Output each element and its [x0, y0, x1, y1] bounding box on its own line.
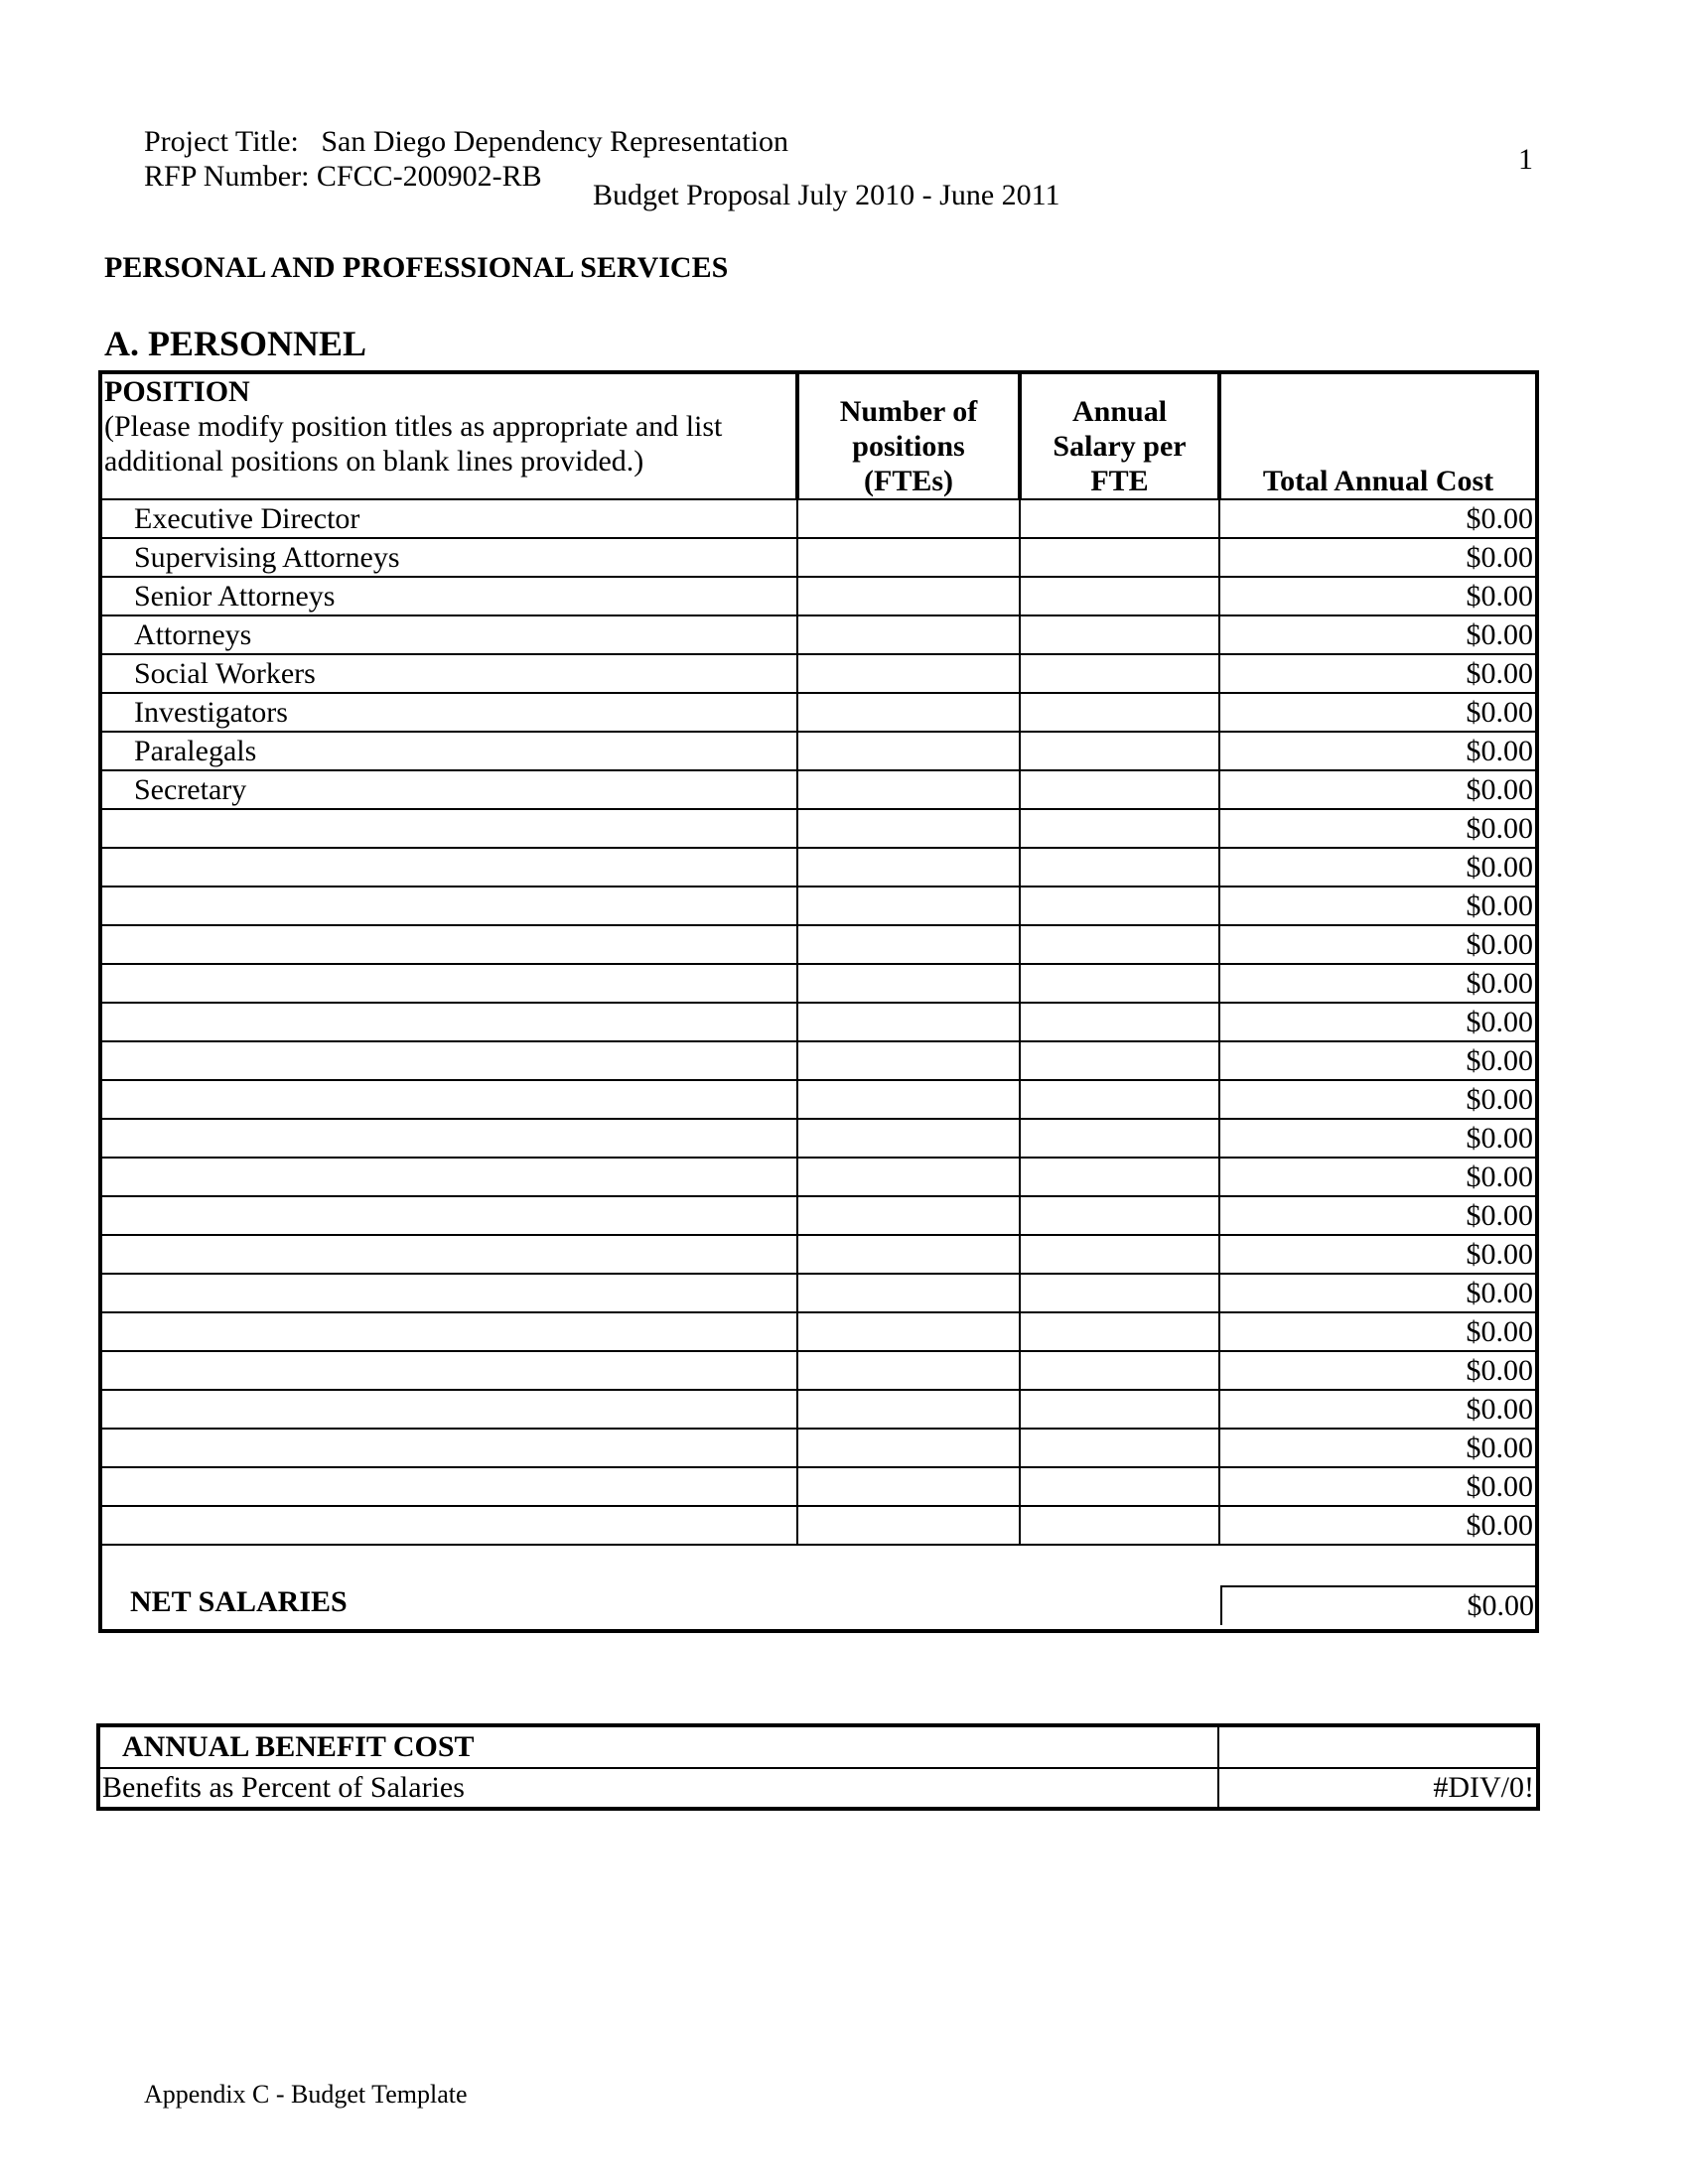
personnel-row: [102, 1080, 1535, 1119]
ftes-cell[interactable]: [797, 848, 1020, 887]
position-cell[interactable]: [102, 1351, 797, 1390]
total-cost-cell[interactable]: $0.00: [1219, 654, 1535, 693]
ftes-header-line3: (FTEs): [864, 465, 953, 497]
position-header-note: (Please modify position titles as appropriate and list additional positions on blank lines provided.): [104, 410, 723, 478]
salary-cell[interactable]: [1020, 1080, 1219, 1119]
salary-cell[interactable]: [1020, 809, 1219, 848]
total-cost-cell[interactable]: $0.00: [1219, 538, 1535, 577]
position-cell[interactable]: [102, 1119, 797, 1158]
ftes-cell[interactable]: [797, 1274, 1020, 1312]
salary-cell[interactable]: [1020, 693, 1219, 732]
position-cell[interactable]: [102, 1158, 797, 1196]
personnel-row: [102, 577, 1535, 615]
total-cost-cell[interactable]: $0.00: [1219, 499, 1535, 538]
ftes-cell[interactable]: [797, 1467, 1020, 1506]
personnel-row: [102, 654, 1535, 693]
ftes-cell[interactable]: [797, 1312, 1020, 1351]
position-cell[interactable]: Secretary: [102, 770, 797, 809]
position-cell[interactable]: [102, 887, 797, 925]
salary-cell[interactable]: [1020, 1235, 1219, 1274]
salary-cell[interactable]: [1020, 1003, 1219, 1041]
personnel-row: [102, 1312, 1535, 1351]
total-cost-cell[interactable]: $0.00: [1219, 848, 1535, 887]
salary-header-line1: Annual: [1071, 395, 1168, 428]
salary-cell[interactable]: [1020, 1429, 1219, 1467]
position-cell[interactable]: Social Workers: [102, 654, 797, 693]
ftes-cell[interactable]: [797, 732, 1020, 770]
position-cell[interactable]: [102, 1429, 797, 1467]
personnel-row: [102, 499, 1535, 538]
ftes-cell[interactable]: [797, 1158, 1020, 1196]
salary-cell[interactable]: [1020, 615, 1219, 654]
position-cell[interactable]: [102, 1196, 797, 1235]
salary-cell[interactable]: [1020, 654, 1219, 693]
total-cost-cell[interactable]: $0.00: [1219, 809, 1535, 848]
personnel-rows: [102, 499, 1535, 1545]
position-cell[interactable]: Attorneys: [102, 615, 797, 654]
personnel-row: [102, 1158, 1535, 1196]
position-cell[interactable]: [102, 1041, 797, 1080]
salary-header-line3: FTE: [1090, 465, 1149, 497]
salary-cell[interactable]: [1020, 1467, 1219, 1506]
ftes-header-line1: Number of: [839, 395, 978, 428]
total-header-label: Total Annual Cost: [1262, 465, 1494, 497]
total-cost-cell[interactable]: $0.00: [1219, 1390, 1535, 1429]
personnel-row: [102, 1429, 1535, 1467]
position-cell[interactable]: [102, 964, 797, 1003]
salary-cell[interactable]: [1020, 1506, 1219, 1545]
total-cost-cell[interactable]: $0.00: [1219, 732, 1535, 770]
total-column-header: [1219, 374, 1535, 499]
salary-cell[interactable]: [1020, 1274, 1219, 1312]
personnel-header-row: [102, 374, 1535, 499]
ftes-cell[interactable]: [797, 1506, 1020, 1545]
section-title: PERSONAL AND PROFESSIONAL SERVICES: [104, 251, 729, 284]
benefits-header-blank: [1218, 1727, 1536, 1768]
position-cell[interactable]: [102, 848, 797, 887]
position-cell[interactable]: [102, 1003, 797, 1041]
position-cell[interactable]: [102, 1080, 797, 1119]
ftes-cell[interactable]: [797, 654, 1020, 693]
ftes-cell[interactable]: [797, 964, 1020, 1003]
ftes-cell[interactable]: [797, 577, 1020, 615]
total-cost-cell[interactable]: $0.00: [1219, 770, 1535, 809]
personnel-row: [102, 1274, 1535, 1312]
project-title-label: Project Title:: [144, 125, 299, 158]
budget-proposal-period: Budget Proposal July 2010 - June 2011: [593, 179, 1060, 211]
total-cost-cell[interactable]: $0.00: [1219, 1467, 1535, 1506]
net-salaries-value[interactable]: $0.00: [1220, 1585, 1536, 1625]
salary-cell[interactable]: [1020, 1312, 1219, 1351]
total-cost-cell[interactable]: $0.00: [1219, 577, 1535, 615]
personnel-row: [102, 848, 1535, 887]
personnel-row: [102, 1351, 1535, 1390]
personnel-row: [102, 1467, 1535, 1506]
salary-cell[interactable]: [1020, 1119, 1219, 1158]
salary-cell[interactable]: [1020, 1390, 1219, 1429]
personnel-row: [102, 809, 1535, 848]
salary-cell[interactable]: [1020, 1351, 1219, 1390]
ftes-cell[interactable]: [797, 693, 1020, 732]
personnel-title: A. PERSONNEL: [104, 324, 367, 363]
position-cell[interactable]: Supervising Attorneys: [102, 538, 797, 577]
total-cost-cell[interactable]: $0.00: [1219, 1158, 1535, 1196]
project-title-line: [144, 125, 788, 159]
salary-cell[interactable]: [1020, 770, 1219, 809]
salary-cell[interactable]: [1020, 964, 1219, 1003]
benefits-table: [96, 1723, 1540, 1811]
salary-cell[interactable]: [1020, 1158, 1219, 1196]
salary-cell[interactable]: [1020, 499, 1219, 538]
salary-cell[interactable]: [1020, 887, 1219, 925]
total-cost-cell[interactable]: $0.00: [1219, 1351, 1535, 1390]
personnel-row: [102, 1003, 1535, 1041]
ftes-cell[interactable]: [797, 770, 1020, 809]
position-column-header: [102, 374, 797, 499]
personnel-row: [102, 693, 1535, 732]
position-cell[interactable]: [102, 1390, 797, 1429]
rfp-number-label: RFP Number:: [144, 160, 310, 193]
ftes-cell[interactable]: [797, 1080, 1020, 1119]
ftes-cell[interactable]: [797, 615, 1020, 654]
personnel-row: [102, 1235, 1535, 1274]
ftes-cell[interactable]: [797, 1003, 1020, 1041]
personnel-row: [102, 925, 1535, 964]
total-cost-cell[interactable]: $0.00: [1219, 1506, 1535, 1545]
ftes-cell[interactable]: [797, 1196, 1020, 1235]
salary-cell[interactable]: [1020, 1041, 1219, 1080]
salary-cell[interactable]: [1020, 538, 1219, 577]
footer-text: Appendix C - Budget Template: [144, 2080, 468, 2109]
ftes-cell[interactable]: [797, 1351, 1020, 1390]
project-title-value: San Diego Dependency Representation: [321, 125, 789, 158]
salary-column-header: [1020, 374, 1219, 499]
salary-cell[interactable]: [1020, 577, 1219, 615]
position-cell[interactable]: Paralegals: [102, 732, 797, 770]
benefits-header-row: [100, 1727, 1536, 1768]
ftes-cell[interactable]: [797, 1235, 1020, 1274]
benefits-percent-value[interactable]: #DIV/0!: [1218, 1768, 1536, 1807]
total-cost-cell[interactable]: $0.00: [1219, 1312, 1535, 1351]
personnel-table: [98, 370, 1539, 1633]
total-cost-cell[interactable]: $0.00: [1219, 887, 1535, 925]
salary-cell[interactable]: [1020, 1196, 1219, 1235]
personnel-row: [102, 887, 1535, 925]
salary-cell[interactable]: [1020, 732, 1219, 770]
position-cell[interactable]: [102, 925, 797, 964]
personnel-row: [102, 615, 1535, 654]
salary-cell[interactable]: [1020, 925, 1219, 964]
position-cell[interactable]: [102, 1467, 797, 1506]
position-cell[interactable]: Investigators: [102, 693, 797, 732]
total-cost-cell[interactable]: $0.00: [1219, 1041, 1535, 1080]
ftes-cell[interactable]: [797, 809, 1020, 848]
ftes-cell[interactable]: [797, 887, 1020, 925]
ftes-cell[interactable]: [797, 538, 1020, 577]
ftes-cell[interactable]: [797, 1390, 1020, 1429]
ftes-cell[interactable]: [797, 925, 1020, 964]
total-cost-cell[interactable]: $0.00: [1219, 693, 1535, 732]
rfp-number-value: CFCC-200902-RB: [316, 160, 542, 193]
ftes-cell[interactable]: [797, 1041, 1020, 1080]
personnel-row: [102, 770, 1535, 809]
rfp-number-line: [144, 160, 542, 194]
benefits-percent-row: [100, 1768, 1536, 1807]
net-salaries-label: NET SALARIES: [130, 1585, 348, 1618]
page-number: 1: [1518, 143, 1533, 176]
net-salaries-row: [102, 1546, 1535, 1629]
personnel-row: [102, 732, 1535, 770]
personnel-row: [102, 1196, 1535, 1235]
total-cost-cell[interactable]: $0.00: [1219, 1080, 1535, 1119]
salary-cell[interactable]: [1020, 848, 1219, 887]
personnel-row: [102, 1041, 1535, 1080]
position-cell[interactable]: [102, 1506, 797, 1545]
position-cell[interactable]: [102, 809, 797, 848]
personnel-row: [102, 1390, 1535, 1429]
personnel-row: [102, 538, 1535, 577]
total-cost-cell[interactable]: $0.00: [1219, 615, 1535, 654]
total-cost-cell[interactable]: $0.00: [1219, 1003, 1535, 1041]
benefits-title: ANNUAL BENEFIT COST: [100, 1727, 1218, 1768]
personnel-row: [102, 964, 1535, 1003]
salary-header-line2: Salary per: [1053, 430, 1187, 463]
position-cell[interactable]: Senior Attorneys: [102, 577, 797, 615]
total-cost-cell[interactable]: $0.00: [1219, 964, 1535, 1003]
total-cost-cell[interactable]: $0.00: [1219, 1274, 1535, 1312]
total-cost-cell[interactable]: $0.00: [1219, 1235, 1535, 1274]
position-cell[interactable]: Executive Director: [102, 499, 797, 538]
position-cell[interactable]: [102, 1235, 797, 1274]
benefits-percent-label: Benefits as Percent of Salaries: [102, 1771, 465, 1804]
ftes-column-header: [797, 374, 1020, 499]
ftes-cell[interactable]: [797, 1119, 1020, 1158]
ftes-cell[interactable]: [797, 1429, 1020, 1467]
total-cost-cell[interactable]: $0.00: [1219, 1429, 1535, 1467]
ftes-header-line2: positions: [852, 430, 965, 463]
total-cost-cell[interactable]: $0.00: [1219, 1119, 1535, 1158]
personnel-row: [102, 1506, 1535, 1545]
position-cell[interactable]: [102, 1274, 797, 1312]
position-cell[interactable]: [102, 1312, 797, 1351]
total-cost-cell[interactable]: $0.00: [1219, 925, 1535, 964]
personnel-row: [102, 1119, 1535, 1158]
position-header-title: POSITION: [104, 375, 250, 408]
total-cost-cell[interactable]: $0.00: [1219, 1196, 1535, 1235]
ftes-cell[interactable]: [797, 499, 1020, 538]
